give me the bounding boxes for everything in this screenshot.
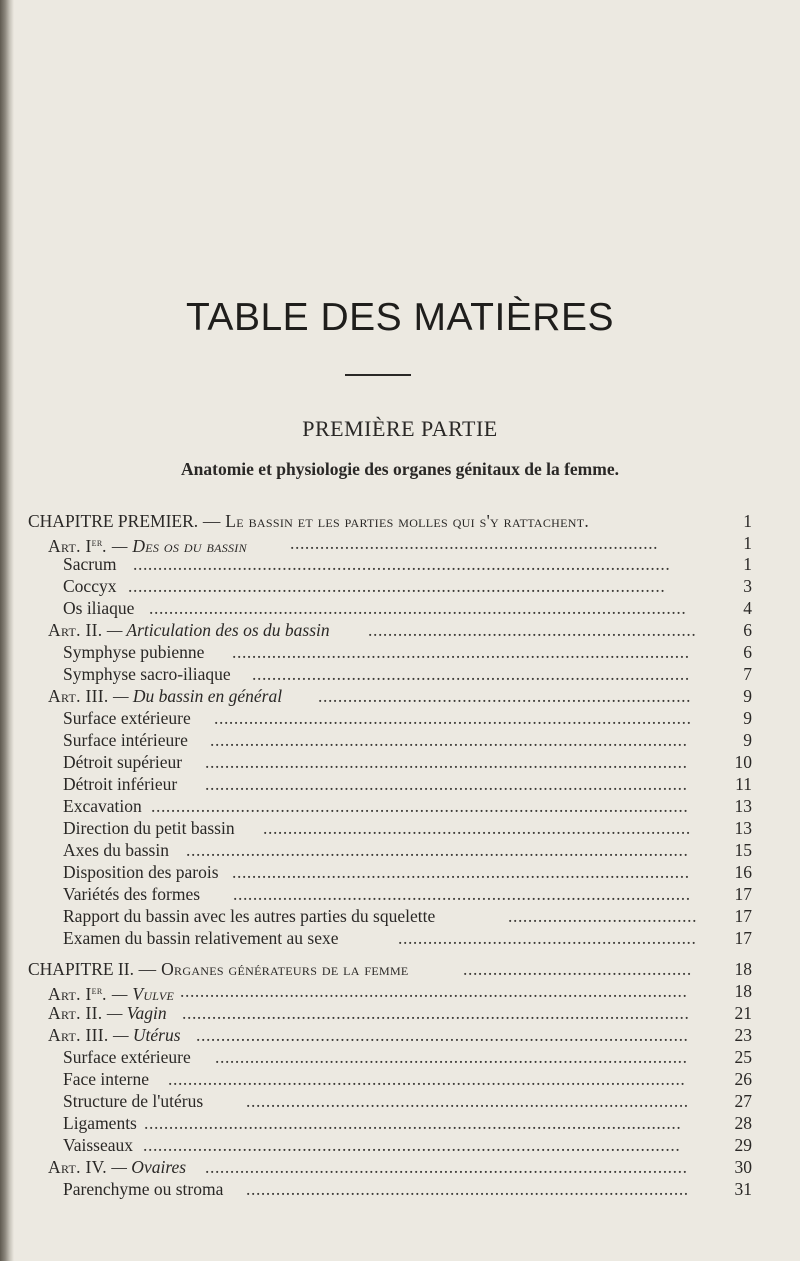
toc-entry — [0, 883, 800, 905]
toc-page-number: 21 — [734, 1003, 752, 1023]
toc-leader: ............................................................................................................ — [133, 554, 671, 574]
toc-entry — [0, 861, 800, 883]
toc-entry — [0, 927, 800, 949]
toc-entry — [0, 773, 800, 795]
toc-page-number: 28 — [734, 1113, 752, 1133]
toc-page-number: 18 — [734, 959, 752, 979]
toc-leader: .................................................................. — [368, 620, 697, 640]
toc-leader: ........................................................................................................ — [168, 1069, 686, 1089]
toc-entry-title: Art. Ier. — Vulve — [48, 984, 175, 1004]
toc-entry — [0, 905, 800, 927]
toc-entry — [0, 980, 800, 1002]
toc-entry — [0, 619, 800, 641]
toc-leader: ............................................................................................................ — [149, 598, 687, 618]
toc-entry — [0, 1024, 800, 1046]
toc-entry — [0, 1156, 800, 1178]
toc-entry-title: Art. Ier. — Des os du bassin — [48, 536, 247, 556]
toc-page-number: 26 — [734, 1069, 752, 1089]
toc-entry — [0, 729, 800, 751]
toc-leader: ................................................................................................ — [210, 730, 688, 750]
toc-leader: ............................................................................................................ — [144, 1113, 682, 1133]
toc-entry — [0, 751, 800, 773]
toc-entry-title: Disposition des parois — [63, 862, 219, 882]
toc-entry-title: Art. III. — Utérus — [48, 1025, 181, 1045]
toc-entry-title: Axes du bassin — [63, 840, 169, 860]
toc-page-number: 11 — [735, 774, 752, 794]
toc-entry-title: Os iliaque — [63, 598, 135, 618]
toc-entry — [0, 839, 800, 861]
toc-page-number: 13 — [734, 818, 752, 838]
toc-entry — [0, 1002, 800, 1024]
toc-leader: ............................................................ — [398, 928, 697, 948]
toc-entry-title: Rapport du bassin avec les autres parties du squelette — [63, 906, 436, 926]
toc-page-number: 1 — [743, 533, 752, 553]
toc-entry — [0, 1090, 800, 1112]
toc-entry-title: Surface extérieure — [63, 708, 191, 728]
toc-leader: ...................................... — [508, 906, 698, 926]
toc-leader: ................................................................................................. — [205, 752, 688, 772]
toc-leader: .............................................. — [463, 959, 692, 979]
toc-leader: ...................................................................................................... — [180, 981, 688, 1001]
toc-page-number: 7 — [743, 664, 752, 684]
toc-entry-title: CHAPITRE II. — Organes générateurs de la femme — [28, 959, 409, 979]
toc-entry-title: Structure de l'utérus — [63, 1091, 204, 1111]
toc-entry — [0, 685, 800, 707]
toc-entry — [0, 958, 800, 980]
toc-page-number: 4 — [743, 598, 752, 618]
toc-page-number: 15 — [734, 840, 752, 860]
toc-entry — [0, 795, 800, 817]
toc-entry — [0, 1068, 800, 1090]
toc-entry — [0, 1112, 800, 1134]
toc-page-number: 17 — [734, 906, 752, 926]
toc-page-number: 9 — [743, 708, 752, 728]
toc-entry-title: Symphyse pubienne — [63, 642, 205, 662]
toc-page-number: 16 — [734, 862, 752, 882]
toc-page-number: 17 — [734, 928, 752, 948]
toc-entry-title: Vaisseaux — [63, 1135, 133, 1155]
toc-entry-title: Sacrum — [63, 554, 117, 574]
toc-entry-title: Ligaments — [63, 1113, 137, 1133]
toc-entry — [0, 510, 800, 532]
toc-entry-title: Art. IV. — Ovaires — [48, 1157, 187, 1177]
toc-leader: ........................................................................... — [318, 686, 692, 706]
toc-entry — [0, 597, 800, 619]
toc-entry — [0, 1046, 800, 1068]
toc-entry-title: Surface intérieure — [63, 730, 188, 750]
toc-entry-title: CHAPITRE PREMIER. — Le bassin et les parties molles qui s'y rattachent. — [28, 511, 590, 531]
toc-page-number: 6 — [743, 620, 752, 640]
toc-leader: ............................................................................................ — [233, 884, 691, 904]
title-divider — [345, 374, 411, 376]
part-subtitle: Anatomie et physiologie des organes génitaux de la femme. — [181, 459, 619, 479]
toc-entry — [0, 553, 800, 575]
toc-entry-title: Art. II. — Articulation des os du bassin — [48, 620, 330, 640]
toc-leader: .......................................................................... — [290, 533, 659, 553]
toc-page-number: 3 — [743, 576, 752, 596]
toc-page-number: 18 — [734, 981, 752, 1001]
toc-entry-title: Variétés des formes — [63, 884, 201, 904]
toc-leader: ......................................................................................... — [246, 1179, 689, 1199]
toc-entry-title: Détroit supérieur — [63, 752, 183, 772]
toc-entry-title: Art. III. — Du bassin en général — [48, 686, 283, 706]
toc-entry-title: Excavation — [63, 796, 142, 816]
toc-entry-title: Coccyx — [63, 576, 117, 596]
toc-leader: ........................................................................................ — [252, 664, 690, 684]
toc-entry-title: Face interne — [63, 1069, 149, 1089]
page-title: TABLE DES MATIÈRES — [186, 296, 614, 339]
toc-leader: ............................................................................................................ — [143, 1135, 681, 1155]
toc-entry-title: Surface extérieure — [63, 1047, 191, 1067]
toc-entry-title: Symphyse sacro-iliaque — [63, 664, 231, 684]
toc-page-number: 1 — [743, 554, 752, 574]
toc-leader: ...................................................................................................... — [182, 1003, 690, 1023]
toc-leader: ...................................................................................... — [263, 818, 691, 838]
toc-page-number: 13 — [734, 796, 752, 816]
toc-page-number: 1 — [743, 511, 752, 531]
toc-entry — [0, 817, 800, 839]
toc-page-number: 25 — [734, 1047, 752, 1067]
toc-entry — [0, 707, 800, 729]
toc-entry-title: Art. II. — Vagin — [48, 1003, 167, 1023]
toc-leader: ......................................................................................... — [246, 1091, 689, 1111]
toc-entry-title: Examen du bassin relativement au sexe — [63, 928, 339, 948]
toc-entry — [0, 575, 800, 597]
toc-leader: ..................................................................................................... — [186, 840, 689, 860]
toc-entry — [0, 1178, 800, 1200]
toc-leader: ................................................................................................. — [205, 774, 688, 794]
toc-entry-title: Parenchyme ou stroma — [63, 1179, 224, 1199]
toc-page-number: 9 — [743, 730, 752, 750]
toc-page-number: 29 — [734, 1135, 752, 1155]
toc-leader: ................................................................................................... — [196, 1025, 689, 1045]
toc-leader: ............................................................................................... — [215, 1047, 688, 1067]
toc-entry — [0, 1134, 800, 1156]
toc-page-number: 10 — [734, 752, 752, 772]
toc-page-number: 23 — [734, 1025, 752, 1045]
toc-entry — [0, 532, 800, 554]
toc-page-number: 17 — [734, 884, 752, 904]
toc-leader: ............................................................................................ — [232, 862, 690, 882]
toc-leader: ............................................................................................................ — [128, 576, 666, 596]
toc-leader: ............................................................................................ — [232, 642, 690, 662]
toc-entry — [0, 641, 800, 663]
toc-entry-title: Direction du petit bassin — [63, 818, 235, 838]
toc-leader: ................................................................................................. — [205, 1157, 688, 1177]
toc-page-number: 30 — [734, 1157, 752, 1177]
toc-page-number: 6 — [743, 642, 752, 662]
part-heading: PREMIÈRE PARTIE — [302, 416, 498, 441]
toc-leader: ............................................................................................................ — [151, 796, 689, 816]
toc-leader: ................................................................................................ — [214, 708, 692, 728]
toc-entry — [0, 663, 800, 685]
toc-page-number: 27 — [734, 1091, 752, 1111]
toc-entry-title: Détroit inférieur — [63, 774, 178, 794]
toc-page-number: 31 — [734, 1179, 752, 1199]
toc-page-number: 9 — [743, 686, 752, 706]
